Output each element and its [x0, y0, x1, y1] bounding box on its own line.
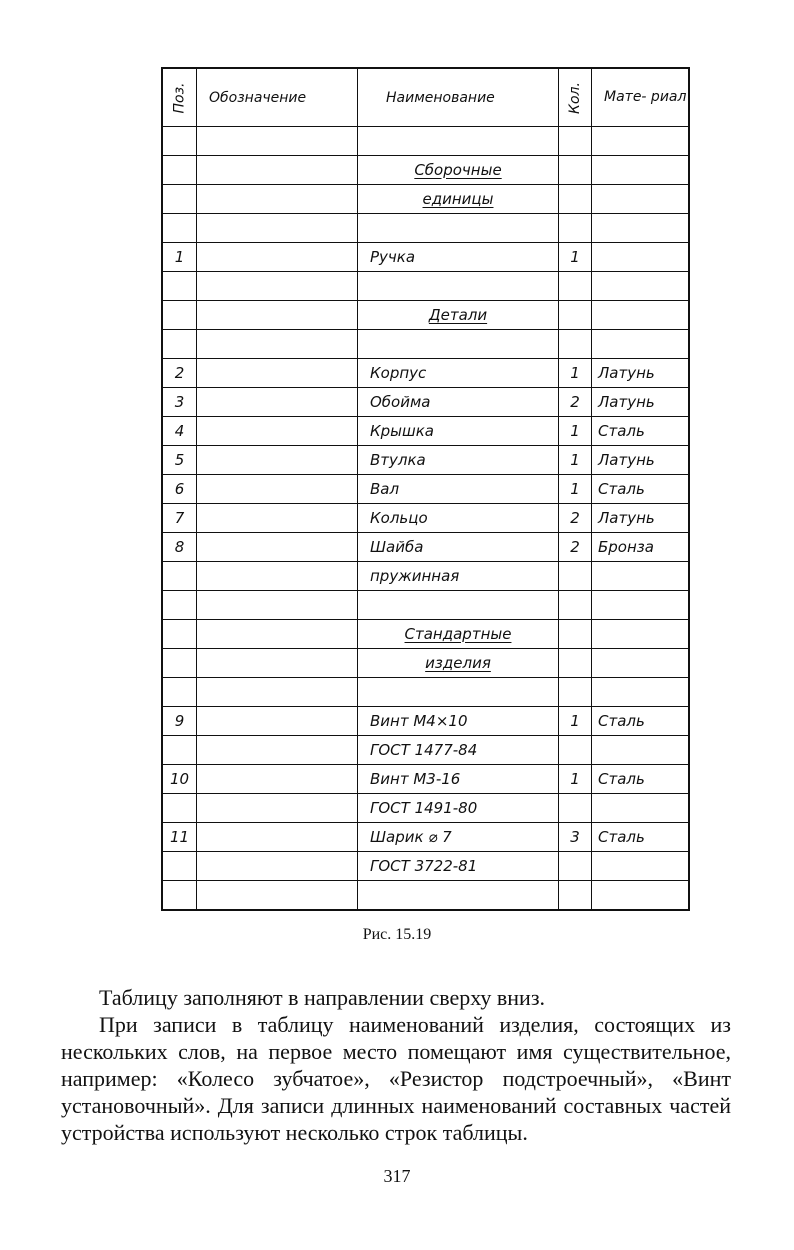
- cell-qty: 1: [559, 417, 592, 446]
- cell-qty: [559, 330, 592, 359]
- cell-qty: [559, 214, 592, 243]
- cell-designation: [197, 678, 358, 707]
- cell-name: Вал: [358, 475, 559, 504]
- cell-qty: 3: [559, 823, 592, 852]
- cell-name: Винт М4×10: [358, 707, 559, 736]
- cell-designation: [197, 359, 358, 388]
- table-row: [162, 301, 689, 330]
- cell-name: [358, 330, 559, 359]
- cell-material: [592, 214, 690, 243]
- cell-qty: [559, 881, 592, 911]
- cell-designation: [197, 475, 358, 504]
- cell-pos: 5: [162, 446, 197, 475]
- cell-pos: [162, 678, 197, 707]
- cell-pos: [162, 794, 197, 823]
- table-row: [162, 649, 689, 678]
- cell-designation: [197, 446, 358, 475]
- table-row: [162, 794, 689, 823]
- cell-pos: [162, 330, 197, 359]
- cell-material: [592, 243, 690, 272]
- table-row: [162, 446, 689, 475]
- table-row: [162, 388, 689, 417]
- cell-material: [592, 272, 690, 301]
- table-row: [162, 591, 689, 620]
- table-row: [162, 156, 689, 185]
- cell-designation: [197, 417, 358, 446]
- cell-qty: [559, 272, 592, 301]
- cell-name: Ручка: [358, 243, 559, 272]
- cell-name: ГОСТ 1477-84: [358, 736, 559, 765]
- cell-qty: [559, 156, 592, 185]
- table-header-row: [162, 68, 689, 127]
- section-heading: Детали: [428, 305, 488, 324]
- cell-material: Бронза: [592, 533, 690, 562]
- cell-name: [358, 214, 559, 243]
- cell-name: [358, 591, 559, 620]
- cell-designation: [197, 185, 358, 214]
- cell-designation: [197, 214, 358, 243]
- cell-name: [358, 185, 559, 214]
- cell-qty: [559, 127, 592, 156]
- body-text: [61, 984, 731, 1146]
- table-row: [162, 707, 689, 736]
- cell-name: [358, 881, 559, 911]
- cell-material: [592, 736, 690, 765]
- cell-name: [358, 301, 559, 330]
- cell-material: Сталь: [592, 765, 690, 794]
- cell-designation: [197, 852, 358, 881]
- page-number: 317: [383, 1166, 411, 1186]
- cell-qty: [559, 736, 592, 765]
- cell-qty: 1: [559, 765, 592, 794]
- cell-qty: [559, 620, 592, 649]
- cell-pos: [162, 185, 197, 214]
- cell-designation: [197, 794, 358, 823]
- table-row: [162, 330, 689, 359]
- header-designation: Обозначение: [197, 68, 358, 127]
- table-row: [162, 823, 689, 852]
- cell-material: Сталь: [592, 707, 690, 736]
- cell-pos: 11: [162, 823, 197, 852]
- cell-pos: 8: [162, 533, 197, 562]
- cell-designation: [197, 823, 358, 852]
- cell-material: [592, 330, 690, 359]
- specification-table: [161, 67, 690, 911]
- cell-material: Латунь: [592, 446, 690, 475]
- cell-name: Втулка: [358, 446, 559, 475]
- cell-qty: 2: [559, 504, 592, 533]
- table-row: [162, 736, 689, 765]
- cell-designation: [197, 301, 358, 330]
- cell-name: пружинная: [358, 562, 559, 591]
- header-pos: Поз.: [162, 68, 197, 127]
- table-row: [162, 533, 689, 562]
- table-row: [162, 243, 689, 272]
- cell-qty: 1: [559, 243, 592, 272]
- cell-pos: 7: [162, 504, 197, 533]
- table-row: [162, 678, 689, 707]
- table-row: [162, 475, 689, 504]
- section-heading: единицы: [422, 189, 494, 208]
- table-row: [162, 852, 689, 881]
- cell-material: Сталь: [592, 475, 690, 504]
- cell-name: ГОСТ 3722-81: [358, 852, 559, 881]
- cell-material: Сталь: [592, 417, 690, 446]
- cell-pos: [162, 562, 197, 591]
- cell-material: [592, 591, 690, 620]
- cell-material: Латунь: [592, 388, 690, 417]
- cell-name: Крышка: [358, 417, 559, 446]
- cell-qty: 2: [559, 533, 592, 562]
- cell-material: [592, 562, 690, 591]
- cell-pos: 9: [162, 707, 197, 736]
- cell-pos: 3: [162, 388, 197, 417]
- paragraph: Таблицу заполняют в направлении сверху вниз.: [99, 985, 546, 1010]
- cell-pos: [162, 620, 197, 649]
- cell-designation: [197, 620, 358, 649]
- table-row: [162, 620, 689, 649]
- cell-designation: [197, 707, 358, 736]
- cell-designation: [197, 504, 358, 533]
- cell-qty: 2: [559, 388, 592, 417]
- cell-material: Латунь: [592, 359, 690, 388]
- cell-name: Обойма: [358, 388, 559, 417]
- cell-qty: [559, 185, 592, 214]
- cell-qty: [559, 649, 592, 678]
- cell-name: Шарик ⌀ 7: [358, 823, 559, 852]
- table-row: [162, 214, 689, 243]
- cell-name: [358, 649, 559, 678]
- cell-material: [592, 156, 690, 185]
- cell-name: Шайба: [358, 533, 559, 562]
- cell-designation: [197, 388, 358, 417]
- cell-material: [592, 649, 690, 678]
- cell-qty: 1: [559, 446, 592, 475]
- table-row: [162, 359, 689, 388]
- table-row: [162, 765, 689, 794]
- cell-qty: [559, 591, 592, 620]
- cell-designation: [197, 649, 358, 678]
- table-body: [162, 127, 689, 911]
- cell-material: [592, 127, 690, 156]
- cell-designation: [197, 330, 358, 359]
- table-row: [162, 185, 689, 214]
- cell-material: Сталь: [592, 823, 690, 852]
- cell-designation: [197, 243, 358, 272]
- cell-designation: [197, 591, 358, 620]
- cell-qty: [559, 678, 592, 707]
- table-row: [162, 562, 689, 591]
- cell-pos: 6: [162, 475, 197, 504]
- cell-pos: 4: [162, 417, 197, 446]
- cell-name: [358, 156, 559, 185]
- cell-pos: [162, 156, 197, 185]
- cell-qty: 1: [559, 707, 592, 736]
- cell-name: Винт М3-16: [358, 765, 559, 794]
- cell-pos: [162, 127, 197, 156]
- table-row: [162, 504, 689, 533]
- table-row: [162, 127, 689, 156]
- cell-designation: [197, 881, 358, 911]
- cell-pos: [162, 852, 197, 881]
- table-row: [162, 417, 689, 446]
- cell-material: [592, 881, 690, 911]
- cell-designation: [197, 765, 358, 794]
- cell-qty: 1: [559, 475, 592, 504]
- cell-name: Корпус: [358, 359, 559, 388]
- header-name: Наименование: [358, 68, 559, 127]
- cell-name: [358, 678, 559, 707]
- cell-material: [592, 852, 690, 881]
- figure-caption: Рис. 15.19: [362, 926, 432, 943]
- cell-designation: [197, 736, 358, 765]
- cell-pos: [162, 214, 197, 243]
- cell-pos: [162, 591, 197, 620]
- cell-qty: [559, 301, 592, 330]
- cell-material: Латунь: [592, 504, 690, 533]
- cell-name: ГОСТ 1491-80: [358, 794, 559, 823]
- cell-qty: [559, 562, 592, 591]
- cell-designation: [197, 562, 358, 591]
- cell-material: [592, 620, 690, 649]
- cell-material: [592, 794, 690, 823]
- cell-name: [358, 272, 559, 301]
- cell-qty: [559, 794, 592, 823]
- paragraph: При записи в таблицу наименований изделия, состоящих из нескольких слов, на первое место помещают имя существительное, например: «Колесо зубчатое», «Резистор подстроечный», «Винт установочный». Для записи длинных наименований составных частей устройства используют несколько строк таблицы.: [61, 1012, 731, 1145]
- cell-qty: [559, 852, 592, 881]
- cell-pos: [162, 649, 197, 678]
- table-row: [162, 881, 689, 911]
- cell-material: [592, 301, 690, 330]
- cell-material: [592, 678, 690, 707]
- cell-qty: 1: [559, 359, 592, 388]
- cell-material: [592, 185, 690, 214]
- cell-designation: [197, 127, 358, 156]
- section-heading: Сборочные: [414, 160, 502, 179]
- cell-name: Кольцо: [358, 504, 559, 533]
- cell-designation: [197, 156, 358, 185]
- cell-designation: [197, 533, 358, 562]
- cell-pos: [162, 272, 197, 301]
- cell-pos: [162, 736, 197, 765]
- header-material: Мате- риал: [592, 68, 690, 127]
- cell-pos: [162, 881, 197, 911]
- section-heading: Стандартные: [404, 624, 512, 643]
- table-row: [162, 272, 689, 301]
- cell-pos: 10: [162, 765, 197, 794]
- cell-pos: 2: [162, 359, 197, 388]
- cell-name: [358, 127, 559, 156]
- cell-designation: [197, 272, 358, 301]
- cell-pos: [162, 301, 197, 330]
- cell-pos: 1: [162, 243, 197, 272]
- section-heading: изделия: [425, 653, 491, 672]
- cell-name: [358, 620, 559, 649]
- header-qty: Кол.: [559, 68, 592, 127]
